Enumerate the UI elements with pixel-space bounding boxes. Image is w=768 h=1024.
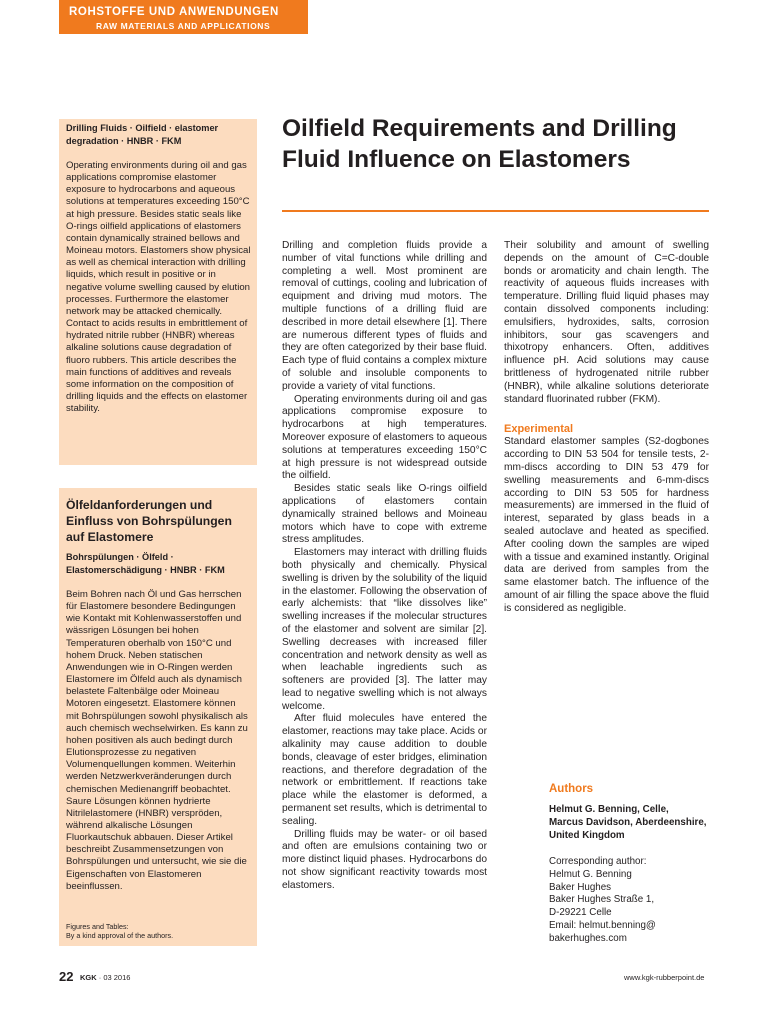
section-header-de: ROHSTOFFE UND ANWENDUNGEN [69, 6, 279, 18]
article-column-1 [282, 240, 487, 893]
article-paragraph: Their solubility and amount of swelling depends on the amount of C=C-double bonds or aromaticity and chain length. The reactivity of aqueous fluids increases with temperature. Drilling fluid liquid phases may contain dissolved components including: emulsifiers, hydroxides, salts, corrosion inhibitors, sour gas scavengers and thixotropy enhancers. Often, additives influence pH. Acid solutions may cause brittleness of hydrogenated nitrile rubber (HNBR), while alkaline solutions deteriorate standard fluorinated rubber (FKM). [504, 240, 709, 405]
contact-line: Baker Hughes Straße 1, [549, 894, 655, 906]
contact-line: Baker Hughes [549, 881, 612, 893]
summary-body-de: Beim Bohren nach Öl und Gas herrschen für Elastomere besondere Bedingungen wie Kontakt mit Kohlenwasserstoffen und wässrigen Lösungen bei hohen Temperaturen oberhalb von 150°C und hohem Druck. Neben statischen Anwendungen wie in O-Ringen werden Elastomere im Ölfeld auch als dynamisch belastete Faltenbälge oder Moineau Motoren eingesetzt. Elastomere können mit Bohrspülungen sowohl physikalisch als auch chemisch wechselwirken. Es kann zu hohen positiven als auch bedingt durch Elutionsprozesse zu negativen Volumenquellungen kommen. Weiterhin werden Netzwerkveränderungen durch chemischen Medienangriff beobachtet. Saure Lösungen können hydrierte Nitrilelastomere (HNBR) verspröden, während alkalische Lösungen Fluorkautschuk abbauen. Dieser Artikel beschreibt Zusammensetzungen von Bohrspülungen und untersucht, wie sie die Eigenschaften von Elastomeren beeinflussen. [66, 589, 248, 892]
author-line: Marcus Davidson, Aberdeenshire, [549, 816, 707, 828]
summary-keywords-en: Drilling Fluids · Oilfield · elastomer degradation · HNBR · FKM [66, 123, 219, 146]
article-paragraph: Operating environments during oil and gas applications compromise exposure to hydrocarbons at high temperatures. Moreover exposure of elastomers to aqueous solutions at temperatures exceeding 150°C at high pressure is not widespread outside the oilfield. [282, 393, 487, 482]
article-column-2 [504, 240, 709, 616]
authors-names [549, 804, 719, 843]
contact-email[interactable]: Email: helmut.benning@ [549, 920, 656, 932]
article-paragraph: Besides static seals like O-rings oilfield applications of elastomers contain dynamically strained bellows and Moineau motors which have to cope with extreme stress amplitudes. [282, 483, 487, 546]
journal-issue [80, 973, 130, 982]
journal-name: KGK [80, 973, 97, 982]
contact-email[interactable]: bakerhughes.com [549, 933, 627, 945]
article-title: Oilfield Requirements and Drilling Fluid Influence on Elastomers [282, 115, 677, 173]
issue-label: · 03 2016 [96, 973, 131, 982]
figures-credit [66, 922, 173, 940]
authors-block [549, 782, 719, 946]
summary-body-en: Operating environments during oil and gas applications compromise elastomer exposure to hydrocarbons and aqueous solutions at temperatures exceeding 150°C at high pressure. Besides static seals like O-rings oilfield applications of elastomers contain dynamically strained bellows and Moineau motors. Elastomers show physical as well as chemical interaction with drilling liquids, which result in positive or in negative volume swelling caused by elution processes. Furthermore the elastomer network may be attacked chemically. Contact to acids results in embrittlement of hydrated nitrile rubber (HNBR) whereas alkaline solutions cause degradation of fluoro rubbers. This article describes the main functions of additives and reveals some information on the composition of drilling liquids and the effects on elastomer stability. [66, 160, 251, 415]
author-line: United Kingdom [549, 829, 625, 841]
section-header-en: RAW MATERIALS AND APPLICATIONS [96, 21, 271, 31]
contact-line: Corresponding author: [549, 855, 647, 867]
corresponding-author [549, 856, 719, 946]
article-paragraph: Drilling fluids may be water- or oil based and often are emulsions containing two or more distinct liquid phases. Hydrocarbons do not show significant reactivity towards most elastomers. [282, 828, 487, 891]
title-divider [282, 210, 709, 212]
article-paragraph: Standard elastomer samples (S2-dogbones according to DIN 53 504 for tensile tests, 2-mm-discs according to DIN 53 479 for swelling measurements and 6-mm-discs according to DIN 53 505 for hardness measurements) are immersed in the fluid of interest, separated by glass beads in a sealed autoclave and heated as specified. After cooling down the samples are wiped with a tissue and examined instantly. Original data are derived from samples from the same elastomer batch. The influence of the amount of air filling the space above the fluid is considered as negligible. [504, 436, 709, 614]
contact-line: Helmut G. Benning [549, 868, 632, 880]
summary-box-english [59, 119, 257, 465]
summary-title-de: Ölfeldanforderungen und Einfluss von Bohrspülungen auf Elastomere [66, 498, 232, 544]
article-paragraph: Drilling and completion fluids provide a number of vital functions while drilling and completing a well. Most prominent are removal of cuttings, cooling and lubrication of equipment and driving mud motors. The multiple functions of a drilling fluid are described in more detail elsewhere [1]. There are numerous different types of fluids and they are often categorized by their base fluid. Each type of fluid contains a complex mixture of soluble and insoluble components to provide a variety of vital functions. [282, 240, 487, 392]
summary-keywords-de: Bohrspülungen · Ölfeld · Elastomerschädigung · HNBR · FKM [66, 552, 225, 575]
page-number: 22 [59, 969, 74, 984]
figures-credit-line: By a kind approval of the authors. [66, 931, 174, 940]
journal-url[interactable]: www.kgk-rubberpoint.de [624, 973, 705, 982]
article-paragraph: Elastomers may interact with drilling fluids both physically and chemically. Physical swelling is driven by the solubility of the liquid in the elastomer. Following the observation of early alchemists: that “like dissolves like” swelling increases if the molecular structures of the elastomer and solvent are similar [2]. Swelling decreases with increased filler concentration and network density as well as when leachable ingredients such as softeners are provided [3]. The latter may lead to negative swelling which is not always welcome. [282, 547, 487, 712]
contact-line: D-29221 Celle [549, 907, 612, 919]
figures-credit-line: Figures and Tables: [66, 922, 129, 931]
article-paragraph: After fluid molecules have entered the elastomer, reactions may take place. Acids or alkalinity may cause addition to double bonds, cleavage of ester bridges, elimination reactions, and therefore degradation of the network or embrittlement. If reactions take place while the elastomer is deformed, a permanent set results, which is detrimental to sealing. [282, 713, 487, 827]
experimental-heading: Experimental [504, 423, 574, 436]
author-line: Helmut G. Benning, Celle, [549, 804, 669, 815]
authors-heading: Authors [549, 783, 594, 795]
section-header-bar [59, 0, 308, 34]
summary-box-german [59, 488, 257, 946]
